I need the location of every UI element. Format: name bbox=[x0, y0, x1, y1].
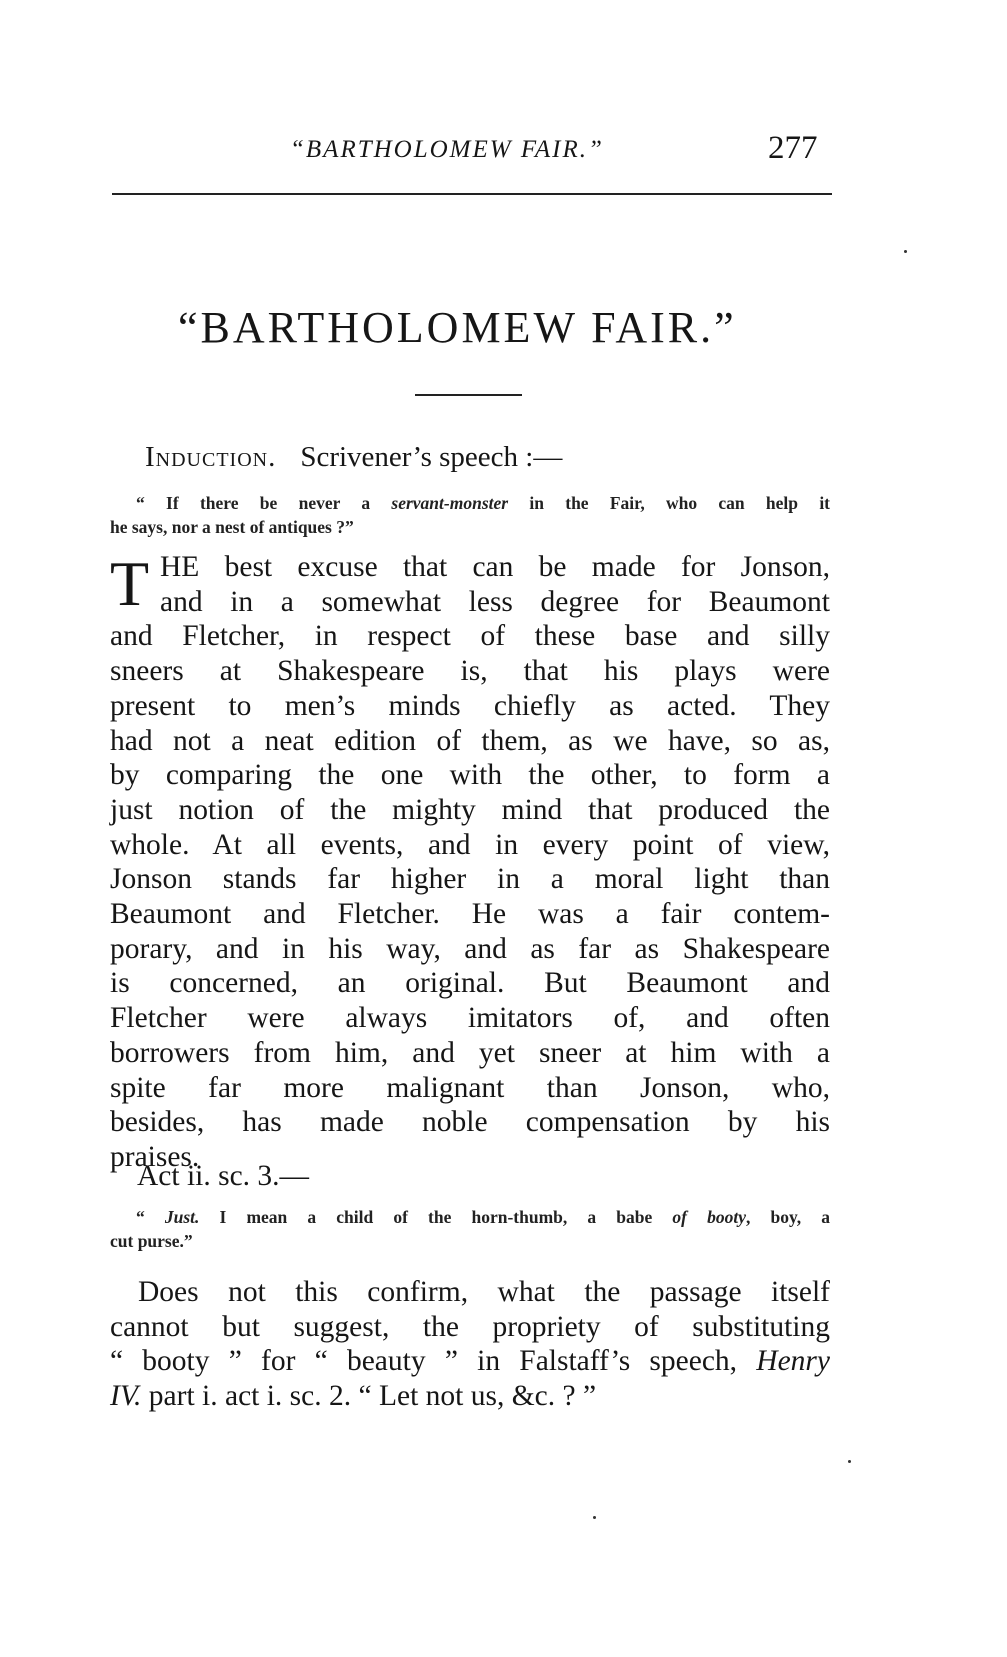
paragraph-line: Jonson stands far higher in a moral light than bbox=[110, 863, 830, 896]
quote-line: cut purse.” bbox=[110, 1231, 193, 1251]
quote-emphasis: of bbox=[672, 1207, 687, 1227]
paragraph-line: HE best excuse that can be made for Jonson, bbox=[160, 551, 830, 583]
paragraph-line: praises. bbox=[110, 1140, 200, 1173]
paragraph-line: IV. part i. act i. sc. 2. “ Let not us, &c. ? ” bbox=[110, 1380, 597, 1413]
paragraph-line: whole. At all events, and in every point of view, bbox=[110, 828, 830, 861]
print-speck bbox=[904, 250, 907, 253]
paragraph-jonson bbox=[110, 550, 830, 1175]
paragraph-line: and Fletcher, in respect of these base and silly bbox=[110, 620, 830, 653]
paragraph-line: is concerned, an original. But Beaumont and bbox=[110, 967, 830, 1000]
paragraph-line: Fletcher were always imitators of, and often bbox=[110, 1002, 830, 1035]
induction-label: Induction. bbox=[145, 441, 277, 473]
paragraph-line: Does not this confirm, what the passage itself bbox=[138, 1276, 830, 1308]
paragraph-line: borrowers from him, and yet sneer at him with a bbox=[110, 1036, 830, 1069]
quote-line: he says, nor a nest of antiques ?” bbox=[110, 517, 354, 537]
paragraph-line: just notion of the mighty mind that produced the bbox=[110, 793, 830, 826]
quote-emphasis: servant-monster bbox=[391, 493, 509, 513]
induction-text: Scrivener’s speech :— bbox=[300, 441, 563, 473]
paragraph-line: sneers at Shakespeare is, that his plays were bbox=[110, 655, 830, 688]
chapter-title: “BARTHOLOMEW FAIR.” bbox=[178, 303, 737, 352]
quote-horn-thumb bbox=[110, 1205, 830, 1253]
page-number: 277 bbox=[768, 130, 818, 166]
play-title: IV. bbox=[110, 1380, 142, 1413]
paragraph-booty bbox=[110, 1275, 830, 1414]
act-reference: Act ii. sc. 3.— bbox=[137, 1160, 310, 1192]
quote-speaker: Just. bbox=[164, 1207, 200, 1227]
play-title: Henry bbox=[756, 1345, 830, 1378]
paragraph-line: and in a somewhat less degree for Beaumont bbox=[160, 585, 830, 618]
paragraph-line: by comparing the one with the other, to form a bbox=[110, 759, 830, 792]
paragraph-line: cannot but suggest, the propriety of substituting bbox=[110, 1310, 830, 1343]
paragraph-line: besides, has made noble compensation by his bbox=[110, 1106, 830, 1139]
quote-servant-monster bbox=[110, 491, 830, 539]
paragraph-line: “ booty ” for “ beauty ” in Falstaff’s speech, Henry bbox=[110, 1345, 830, 1378]
paragraph-line: spite far more malignant than Jonson, who, bbox=[110, 1071, 830, 1104]
induction-line bbox=[145, 441, 562, 474]
running-head-title: “BARTHOLOMEW FAIR.” bbox=[290, 136, 604, 163]
paragraph-line: Beaumont and Fletcher. He was a fair contem- bbox=[110, 898, 830, 931]
print-speck bbox=[593, 1516, 596, 1519]
quote-line: “ Just. I mean a child of the horn-thumb, a babe of booty, boy, a bbox=[136, 1207, 830, 1227]
quote-line: “ If there be never a servant-monster in the Fair, who can help it bbox=[136, 493, 831, 513]
title-rule bbox=[415, 394, 522, 396]
drop-cap: T bbox=[110, 548, 150, 619]
header-rule bbox=[112, 193, 832, 195]
paragraph-line: present to men’s minds chiefly as acted. They bbox=[110, 689, 830, 722]
quote-emphasis: booty bbox=[707, 1207, 746, 1227]
paragraph-line: porary, and in his way, and as far as Shakespeare bbox=[110, 932, 830, 965]
paragraph-line: had not a neat edition of them, as we have, so as, bbox=[110, 724, 830, 757]
print-speck bbox=[848, 1460, 851, 1463]
